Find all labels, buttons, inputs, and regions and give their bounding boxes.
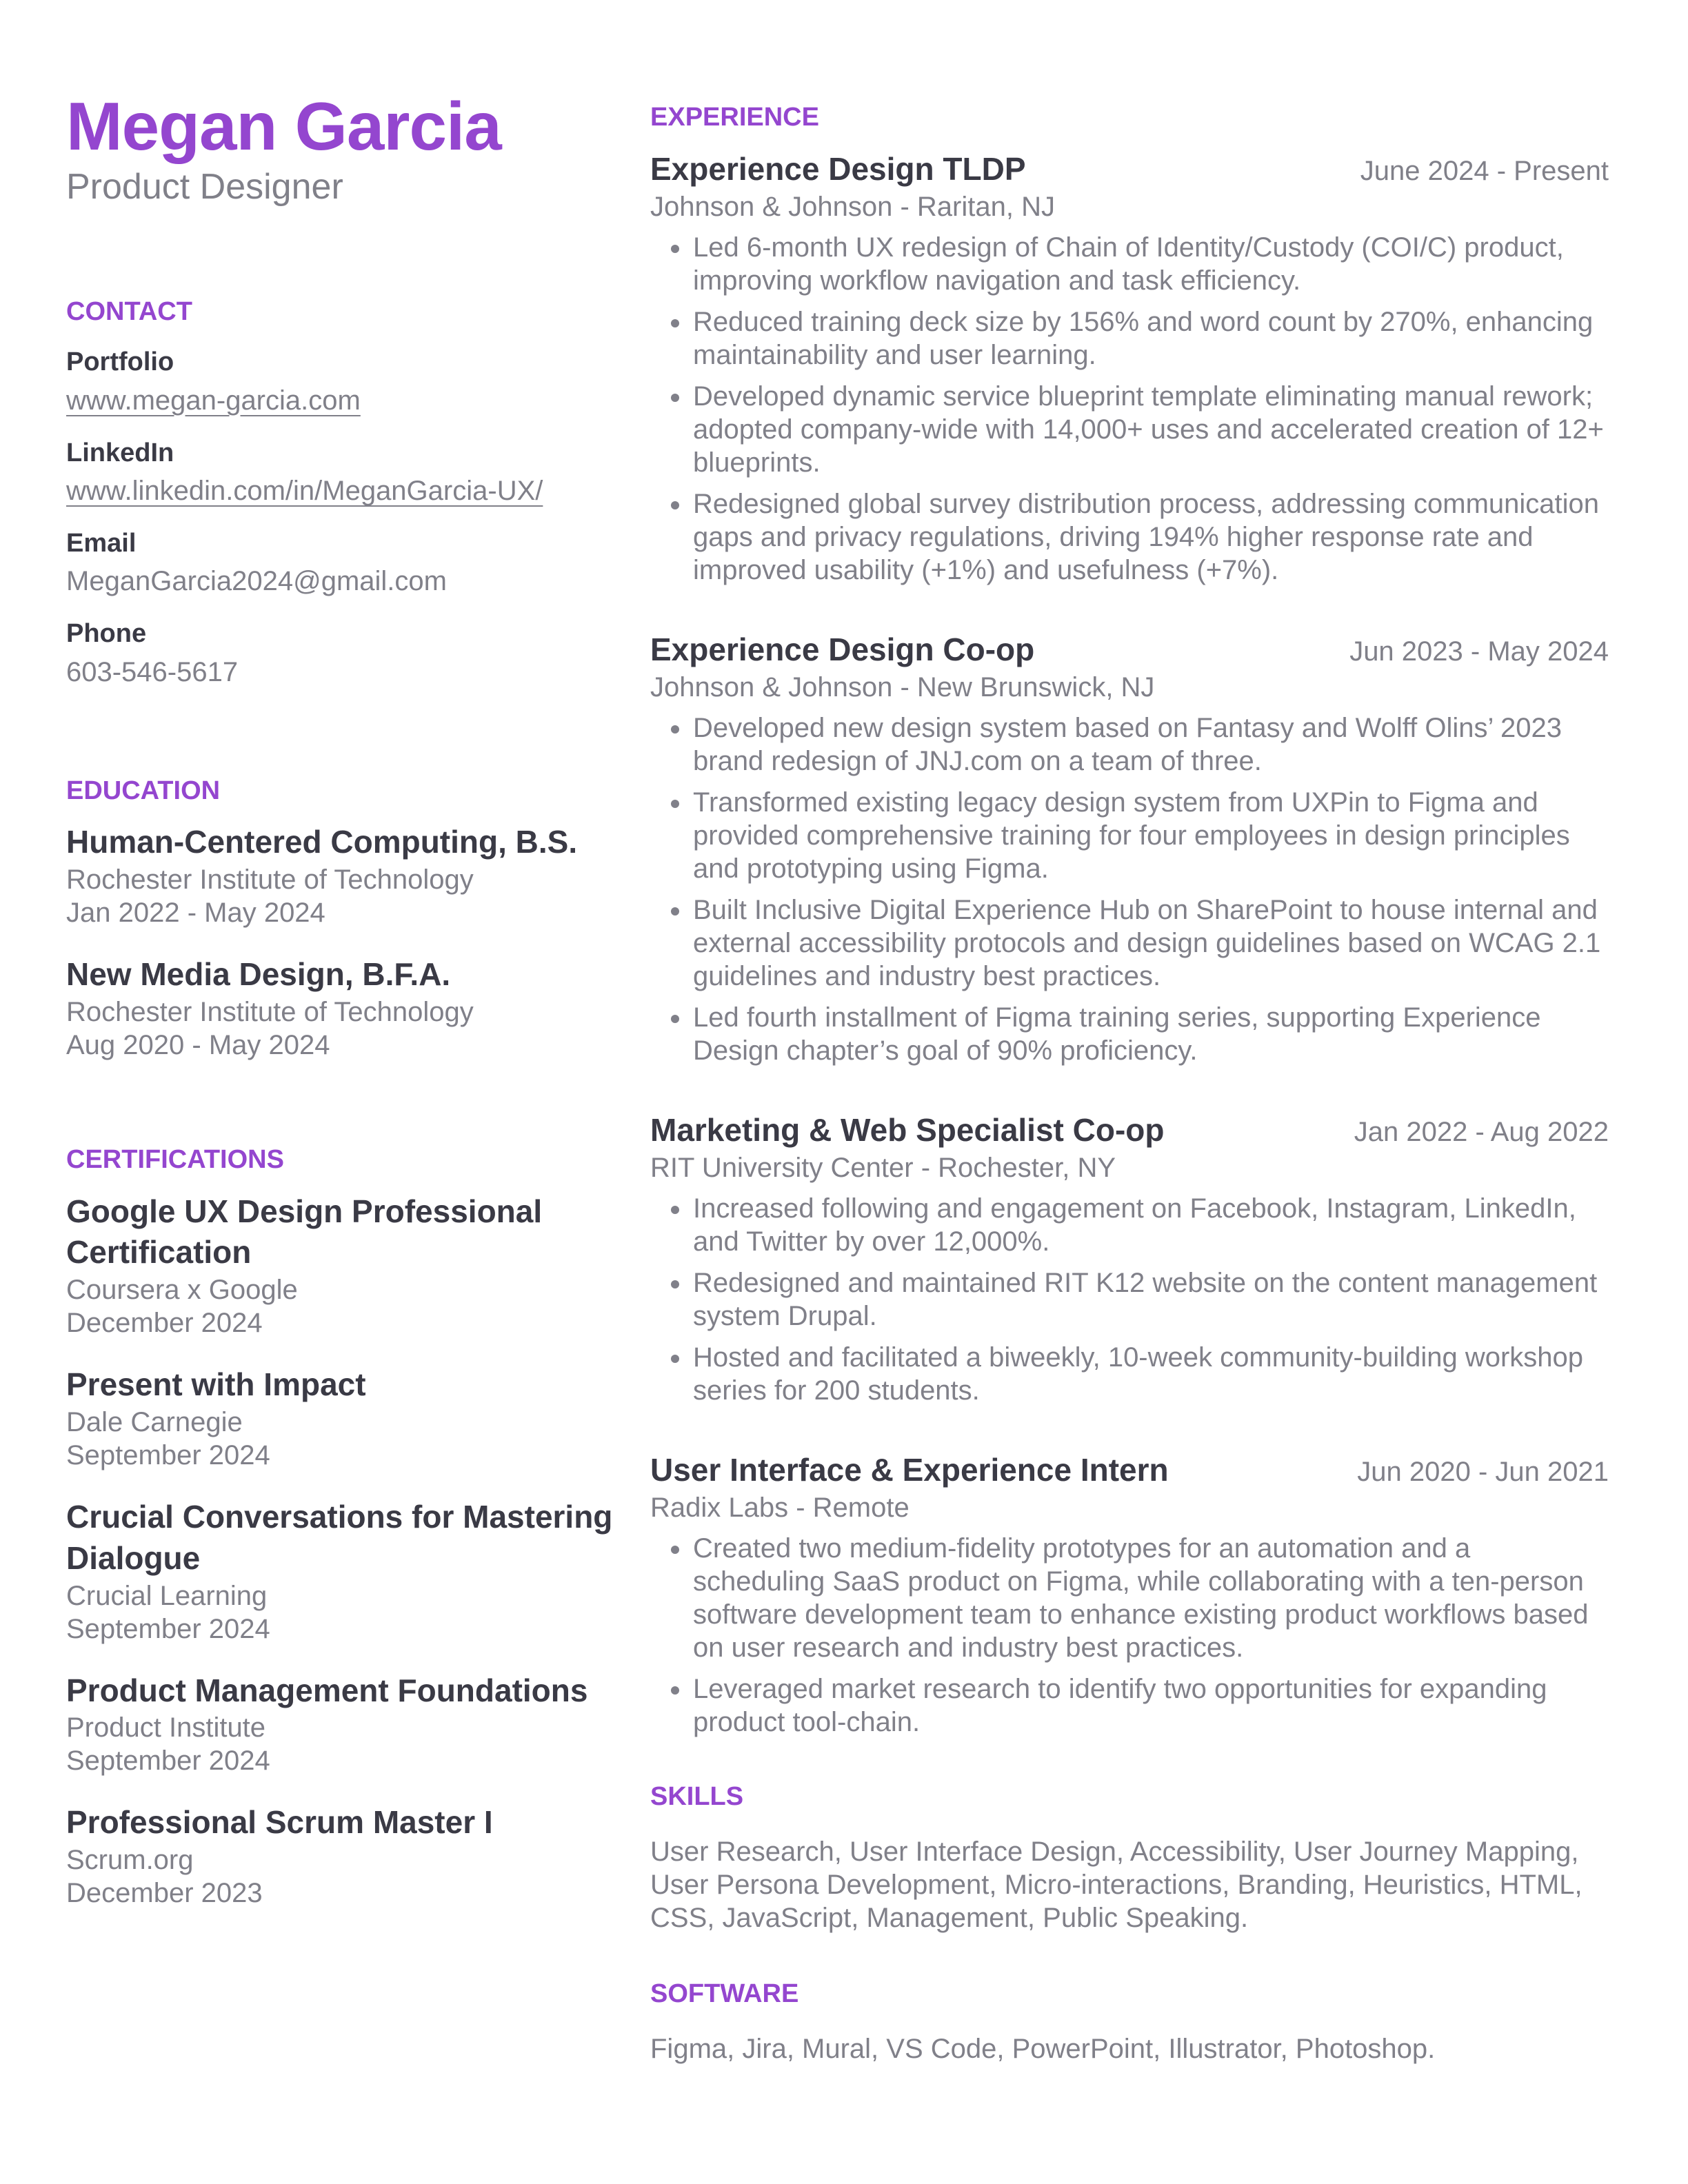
skills-section: [650, 1781, 1609, 1934]
certification-name: Product Management Foundations: [66, 1672, 588, 1708]
bullet-item: • Developed new design system based on Fantasy and Wolff Olins’ 2023 brand redesign of JNJ.com on a team of three.: [692, 711, 1609, 778]
school-name: Rochester Institute of Technology: [66, 865, 474, 896]
role-bullets: [650, 231, 1609, 587]
bullet-item: • Redesigned and maintained RIT K12 website on the content management system Drupal.: [692, 1266, 1609, 1333]
linkedin-link[interactable]: www.linkedin.com/in/MeganGarcia-UX/: [66, 475, 543, 506]
contact-section: [66, 296, 632, 693]
certification-name: Google UX Design Professional Certification: [66, 1193, 543, 1271]
bullet-item: • Hosted and facilitated a biweekly, 10-week community-building workshop series for 200 students.: [692, 1341, 1609, 1407]
role-title: Marketing & Web Specialist Co-op: [650, 1111, 1165, 1148]
school-name: Rochester Institute of Technology: [66, 996, 474, 1027]
role-dates: Jan 2022 - Aug 2022: [1354, 1116, 1609, 1147]
education-heading: EDUCATION: [66, 776, 221, 805]
certification-issuer: Dale Carnegie: [66, 1406, 243, 1437]
portfolio-label: Portfolio: [66, 347, 174, 377]
certification-issuer: Product Institute: [66, 1712, 266, 1743]
role-organization: Johnson & Johnson - New Brunswick, NJ: [650, 671, 1155, 702]
contact-heading: CONTACT: [66, 296, 192, 326]
role-bullets: [650, 711, 1609, 1067]
skills-list: User Research, User Interface Design, Accessibility, User Journey Mapping, User Persona Development, Micro-interactions, Branding, Heuristics, HTML, CSS, JavaScript, Management, Public Speaking.: [650, 1836, 1582, 1933]
email-value: MeganGarcia2024@gmail.com: [66, 566, 447, 597]
certification-date: December 2024: [66, 1308, 263, 1339]
certification-date: December 2023: [66, 1878, 263, 1909]
bullet-item: • Developed dynamic service blueprint template eliminating manual rework; adopted company-wide with 14,000+ uses and accelerated creation of 12+ blueprints.: [692, 380, 1609, 479]
role-organization: Radix Labs - Remote: [650, 1493, 910, 1524]
certifications-heading: CERTIFICATIONS: [66, 1144, 284, 1174]
certifications-section: [66, 1144, 632, 1910]
role-organization: Johnson & Johnson - Raritan, NJ: [650, 191, 1055, 222]
degree-title: Human-Centered Computing, B.S.: [66, 824, 578, 860]
bullet-item: • Led 6-month UX redesign of Chain of Identity/Custody (COI/C) product, improving workflow navigation and task efficiency.: [692, 231, 1609, 297]
software-section: [650, 1979, 1609, 2065]
skills-heading: SKILLS: [650, 1782, 744, 1812]
experience-entry: [650, 631, 1609, 1067]
certification-date: September 2024: [66, 1613, 270, 1644]
degree-title: New Media Design, B.F.A.: [66, 956, 451, 993]
software-list: Figma, Jira, Mural, VS Code, PowerPoint, Illustrator, Photoshop.: [650, 2033, 1436, 2064]
experience-entry: [650, 1111, 1609, 1407]
certification-name: Professional Scrum Master I: [66, 1804, 493, 1841]
role-title: User Interface & Experience Intern: [650, 1452, 1169, 1488]
phone-value: 603-546-5617: [66, 656, 239, 687]
right-column: [650, 102, 1609, 2065]
bullet-item: • Redesigned global survey distribution process, addressing communication gaps and privacy regulations, driving 194% higher response rate and improved usability (+1%) and usefulness (+7%).: [692, 487, 1609, 587]
role-title: Experience Design TLDP: [650, 150, 1026, 187]
role-dates: Jun 2023 - May 2024: [1349, 636, 1609, 667]
role-bullets: [650, 1192, 1609, 1407]
certification-date: September 2024: [66, 1746, 270, 1777]
email-label: Email: [66, 528, 137, 558]
experience-heading: EXPERIENCE: [650, 103, 819, 132]
certification-entry: [66, 1191, 632, 1340]
certification-entry: [66, 1802, 632, 1910]
job-title: Product Designer: [66, 166, 343, 207]
certification-issuer: Crucial Learning: [66, 1580, 268, 1611]
certification-date: September 2024: [66, 1439, 270, 1470]
bullet-item: • Increased following and engagement on Facebook, Instagram, LinkedIn, and Twitter by over 12,000%.: [692, 1192, 1609, 1258]
candidate-name: Megan Garcia: [66, 88, 501, 164]
experience-entry: [650, 1451, 1609, 1739]
linkedin-label: LinkedIn: [66, 438, 174, 467]
left-column: [66, 90, 632, 1910]
education-dates: Jan 2022 - May 2024: [66, 898, 325, 929]
education-entry: [66, 822, 632, 929]
bullet-item: • Leveraged market research to identify two opportunities for expanding product tool-chain.: [692, 1672, 1609, 1739]
experience-entry-header: [650, 150, 1609, 188]
role-bullets: [650, 1532, 1609, 1739]
portfolio-link[interactable]: www.megan-garcia.com: [66, 385, 361, 416]
bullet-item: • Built Inclusive Digital Experience Hub on SharePoint to house internal and external accessibility protocols and design guidelines based on WCAG 2.1 guidelines and industry best practices.: [692, 893, 1609, 993]
bullet-item: • Created two medium-fidelity prototypes for an automation and a scheduling SaaS product on Figma, while collaborating with a ten-person software development team to enhance existing product workflows based on user research and industry best practices.: [692, 1532, 1609, 1664]
bullet-item: • Led fourth installment of Figma training series, supporting Experience Design chapter’s goal of 90% proficiency.: [692, 1001, 1609, 1067]
software-heading: SOFTWARE: [650, 1979, 799, 2008]
certification-entry: [66, 1364, 632, 1472]
role-title: Experience Design Co-op: [650, 631, 1035, 667]
role-dates: Jun 2020 - Jun 2021: [1357, 1457, 1609, 1488]
certification-entry: [66, 1670, 632, 1778]
certification-name: Present with Impact: [66, 1366, 366, 1403]
education-dates: Aug 2020 - May 2024: [66, 1029, 330, 1060]
experience-entry: [650, 150, 1609, 587]
role-dates: June 2024 - Present: [1360, 155, 1609, 186]
phone-label: Phone: [66, 619, 147, 649]
certification-entry: [66, 1497, 632, 1646]
certification-name: Crucial Conversations for Mastering Dialogue: [66, 1498, 613, 1576]
experience-entry-header: [650, 1451, 1609, 1489]
role-organization: RIT University Center - Rochester, NY: [650, 1153, 1116, 1184]
education-entry: [66, 954, 632, 1062]
certification-issuer: Coursera x Google: [66, 1275, 298, 1306]
education-section: [66, 776, 632, 1062]
experience-entry-header: [650, 631, 1609, 669]
experience-entry-header: [650, 1111, 1609, 1149]
certification-issuer: Scrum.org: [66, 1845, 194, 1876]
bullet-item: • Reduced training deck size by 156% and word count by 270%, enhancing maintainability and user learning.: [692, 305, 1609, 372]
bullet-item: • Transformed existing legacy design system from UXPin to Figma and provided comprehensive training for four employees in design principles and prototyping using Figma.: [692, 786, 1609, 885]
